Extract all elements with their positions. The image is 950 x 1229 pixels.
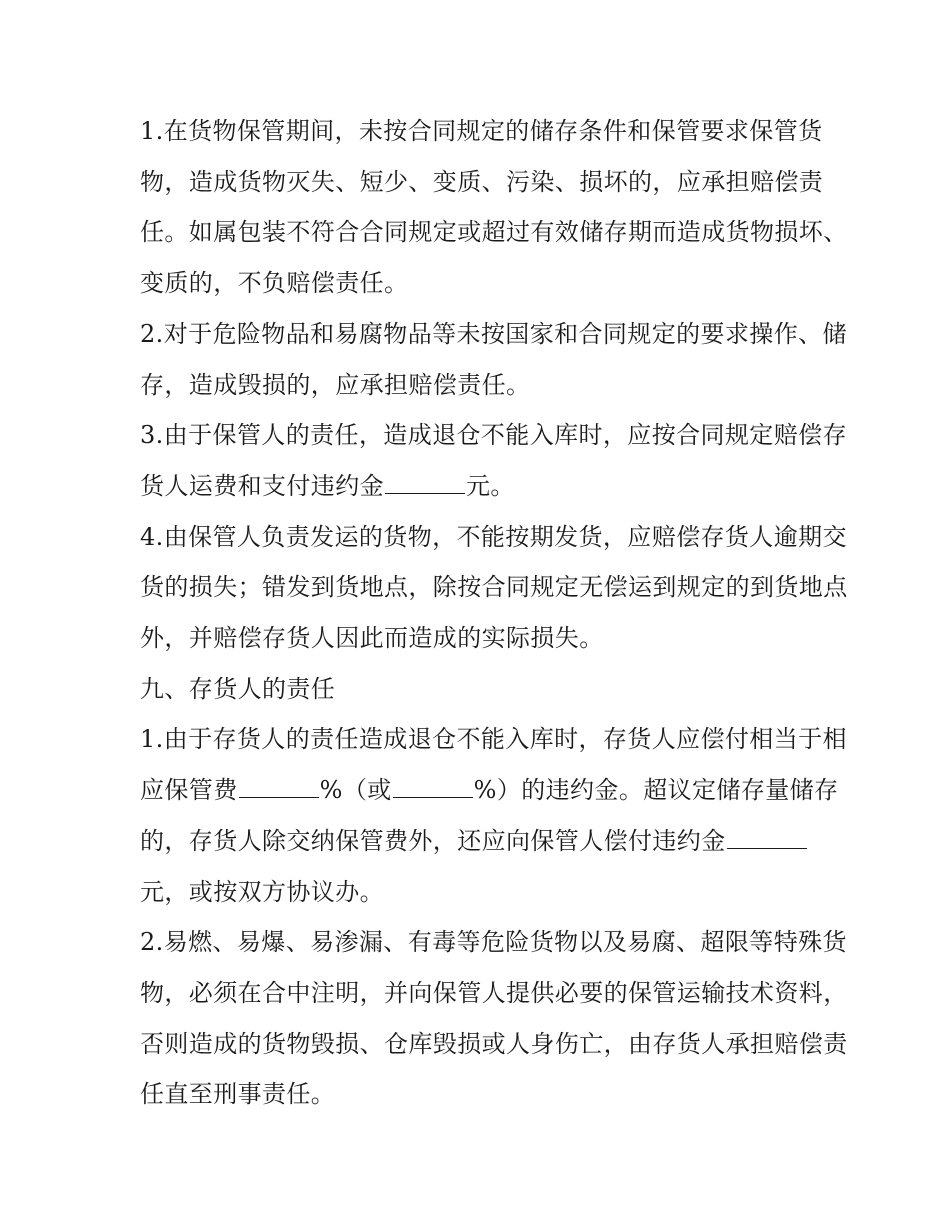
- clause-text: %（或: [319, 776, 392, 805]
- clause-paragraph-3: [140, 410, 850, 511]
- fill-in-blank: [727, 826, 807, 849]
- section-heading: [140, 664, 850, 715]
- clause-text: 1.在货物保管期间，未按合同规定的储存条件和保管要求保管货物，造成货物灭失、短少、变质、污染、损坏的，应承担赔偿责任。如属包装不符合合同规定或超过有效储存期而造成货物损坏、变质的，不负赔偿责任。: [140, 117, 848, 298]
- clause-text: 4.由保管人负责发运的货物，不能按期发货，应赔偿存货人逾期交货的损失；错发到货地点，除按合同规定无偿运到规定的到货地点外，并赔偿存货人因此而造成的实际损失。: [140, 522, 848, 653]
- clause-text: %）的违约金。超议定储存量储存的，存货人除交纳保管费外，还应向保管人偿付违约金: [140, 776, 839, 855]
- clause-paragraph-1: [140, 106, 850, 309]
- clause-text: 元，或按双方协议办。: [140, 877, 384, 906]
- clause-text: 2.对于危险物品和易腐物品等未按国家和合同规定的要求操作、储存，造成毁损的，应承担赔偿责任。: [140, 319, 847, 399]
- fill-in-blank: [385, 471, 465, 494]
- clause-paragraph-4: [140, 512, 850, 664]
- fill-in-blank: [393, 775, 473, 798]
- clause-paragraph-6: [140, 917, 850, 1120]
- clause-text: 3.由于保管人的责任，造成退仓不能入库时，应按合同规定赔偿存货人运费和支付违约金: [140, 421, 847, 500]
- clause-text: 元。: [466, 471, 515, 500]
- clause-text: 1.由于存货人的责任造成退仓不能入库时，存货人应偿付相当于相应保管费: [140, 725, 847, 805]
- clause-text: 2.易燃、易爆、易渗漏、有毒等危险货物以及易腐、超限等特殊货物，必须在合中注明，并向保管人提供必要的保管运输技术资料，否则造成的货物毁损、仓库毁损或人身伤亡，由存货人承担赔偿责任直至刑事责任。: [140, 928, 848, 1109]
- section-heading-text: 九、存货人的责任: [140, 674, 336, 703]
- fill-in-blank: [239, 775, 319, 798]
- clause-paragraph-5: [140, 714, 850, 917]
- clause-paragraph-2: [140, 309, 850, 410]
